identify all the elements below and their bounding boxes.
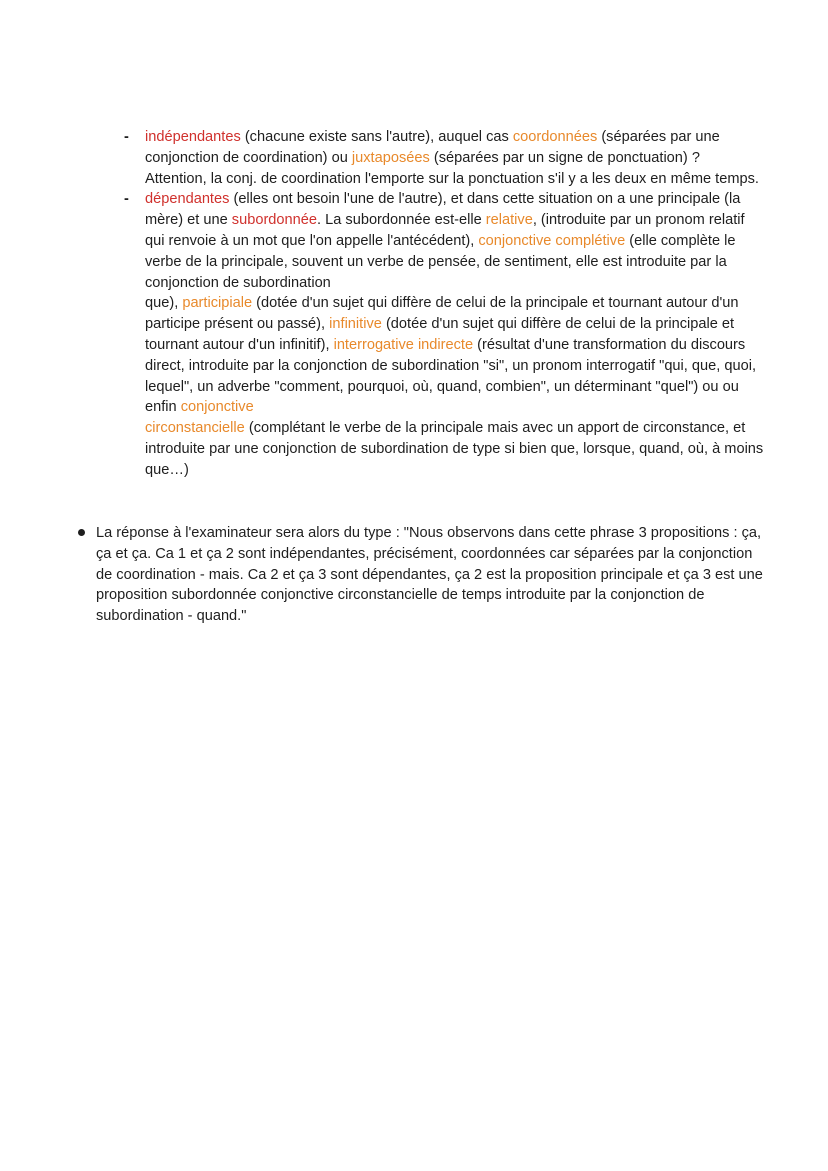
term-coordonnees: coordonnées (512, 129, 598, 145)
bullet-item-reponse (78, 523, 768, 627)
text-segment: . La subordonnée est-elle (317, 212, 486, 229)
term-interrogative-indirecte: interrogative indirecte (333, 336, 474, 353)
text-segment: (elle complète le verbe de la principale, souvent un verbe de pensée, de sentiment, elle est introduite par la conjonction de subordination (145, 232, 736, 291)
text-segment: (résultat d'une transformation du discours direct, introduite par la conjonction de subordination "si", un pronom interrogatif "qui, que, quoi, lequel", un adverbe "comment, pourquoi, où, quand, combien", un déterminant "quel") ou ou enfin (145, 336, 757, 416)
dash-marker: - (124, 129, 129, 145)
list-item-text (145, 127, 764, 189)
list-item-dependantes (124, 189, 764, 480)
term-juxtaposees: juxtaposées (351, 149, 430, 166)
text-segment: , (introduite par un pronom relatif qui renvoie à un mot que l'on appelle l'antécédent), (145, 212, 745, 249)
bullet-text: La réponse à l'examinateur sera alors du type : "Nous observons dans cette phrase 3 propositions : ça, ça et ça. Ca 1 et ça 2 sont indépendantes, précisément, coordonnées car séparées par la conjonction de coordination - mais. Ca 2 et ça 3 sont dépendantes, ça 2 est la proposition principale et ça 3 est une proposition subordonnée conjonctive circonstancielle de temps introduite par la conjonction de subordination - quand." (96, 525, 763, 625)
text-segment: (séparées par un signe de ponctuation) ? Attention, la conj. de coordination l'emporte sur la ponctuation s'il y a les deux en même temps. (145, 149, 759, 187)
text-segment: (séparées par une conjonction de coordination) ou (145, 129, 720, 166)
bullet-dot (78, 529, 85, 536)
dash-marker: - (124, 191, 129, 208)
text-segment: (chacune existe sans l'autre), auquel cas (240, 129, 513, 145)
text-segment: (dotée d'un sujet qui diffère de celui de la principale et tournant autour d'un infinitif), (145, 316, 735, 353)
term-subordonnee: subordonnée (231, 212, 318, 229)
list-item-text (145, 189, 764, 480)
text-segment: (dotée d'un sujet qui diffère de celui de la principale et tournant autour d'un participe présent ou passé), (145, 295, 739, 333)
term-relative: relative (485, 212, 533, 229)
bullet-icon (78, 523, 96, 627)
dash-list (124, 127, 764, 481)
term-participiale: participiale (182, 295, 253, 312)
text-segment: (complétant le verbe de la principale mais avec un apport de circonstance, et introduite par une conjonction de subordination de type si bien que, lorsque, quand, où, à moins que…) (145, 420, 764, 478)
term-infinitive: infinitive (329, 316, 382, 333)
text-segment: que), (145, 295, 183, 312)
list-item-independantes (124, 127, 764, 189)
text-segment: (elles ont besoin l'une de l'autre), et dans cette situation on a une principale (la mère) et une (145, 191, 741, 229)
term-conjonctive-completive: conjonctive complétive (478, 232, 626, 249)
term-conjonctive: conjonctive (180, 399, 254, 416)
term-independantes: indépendantes (145, 129, 241, 145)
term-circonstancielle: circonstancielle (145, 420, 245, 437)
term-dependantes: dépendantes (145, 191, 230, 208)
